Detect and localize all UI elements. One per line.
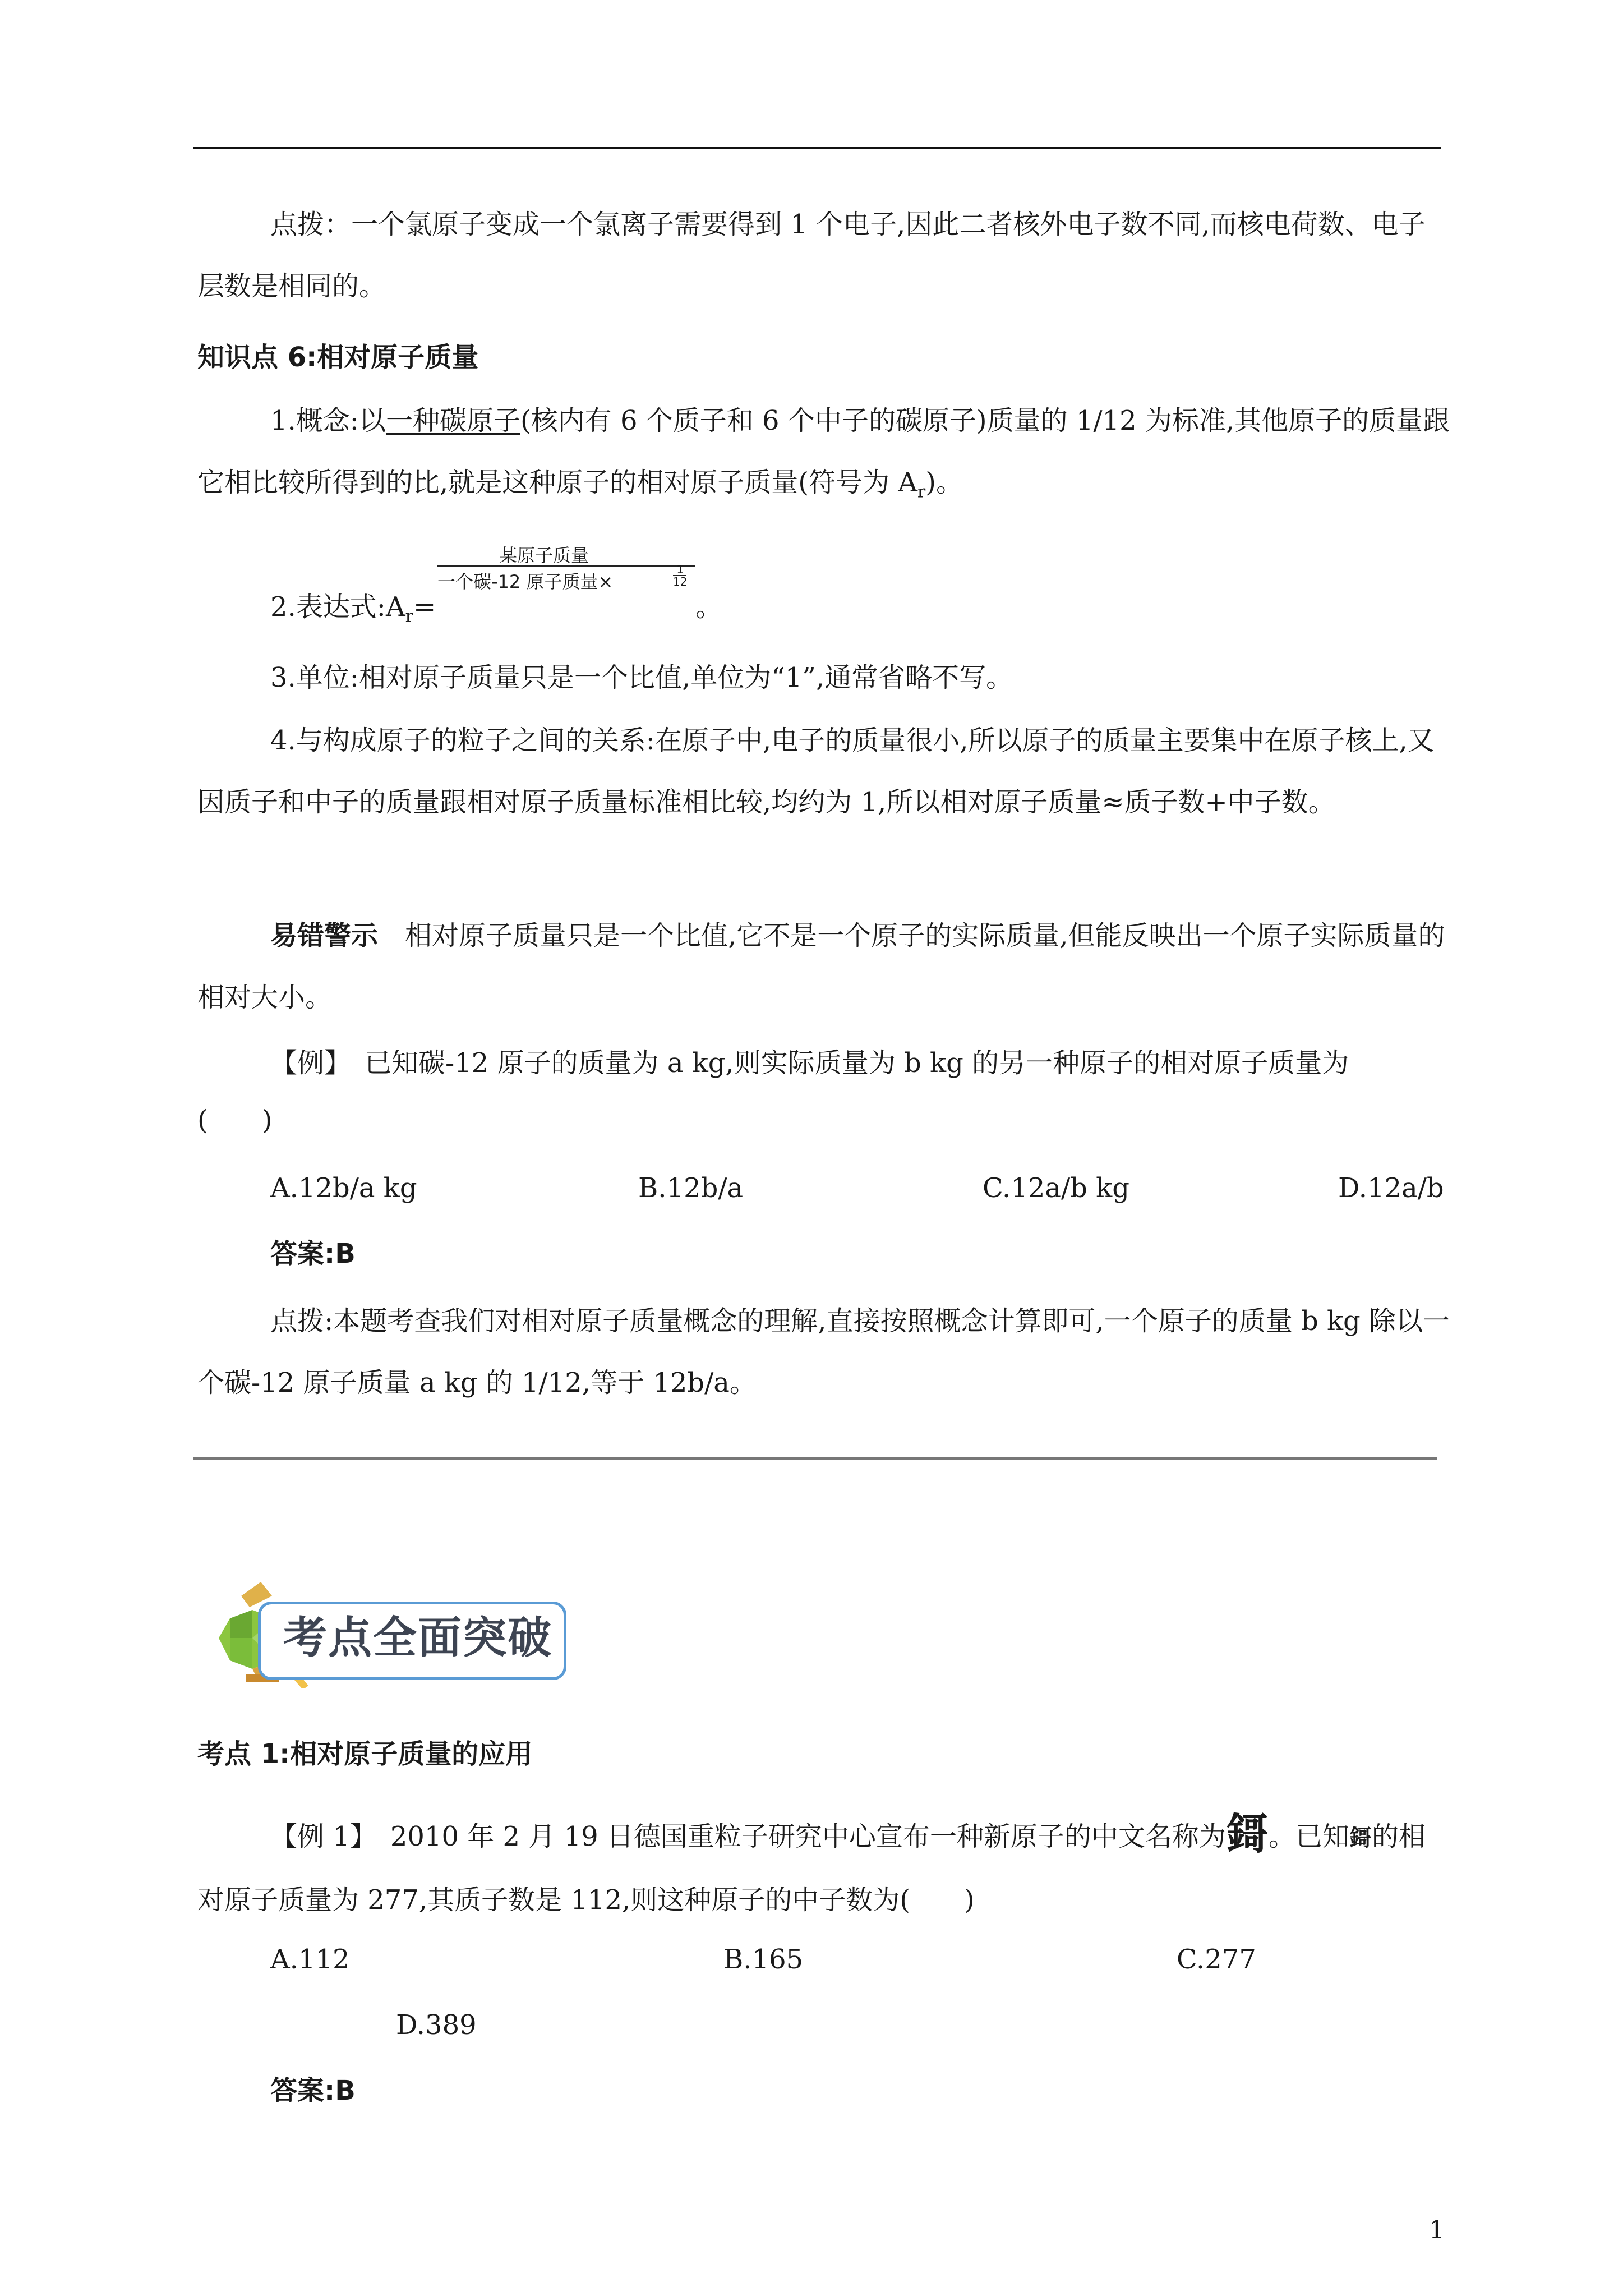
- ex1-option-b: B.165: [723, 1944, 804, 1975]
- formula-line: 2.表达式$:A_r=$: [270, 591, 436, 627]
- banner-title: 考点全面突破: [283, 1613, 553, 1663]
- warning-paragraph: [197, 905, 1451, 1028]
- element-glyph-small: 鎶: [1349, 1825, 1372, 1851]
- tip-paragraph: [197, 194, 1451, 317]
- header-rule: [193, 147, 1441, 149]
- formula-end: 。: [695, 591, 723, 623]
- section-title: 知识点 6:相对原子质量: [197, 342, 479, 373]
- example-tip: 点拨:本题考查我们对相对原子质量概念的理解,直接按照概念计算即可,一个原子的质量 b kg 除以一个碳-12 原子质量 a kg 的 1/12,等于 12b/a。: [197, 1305, 1450, 1398]
- mini-fraction: 1 12: [673, 563, 688, 588]
- underlined-term: 一种碳原子: [385, 405, 520, 436]
- fraction-denominator: 一个碳-12 原子质量×: [437, 571, 614, 592]
- example-stem: 【例】 已知碳-12 原子的质量为 a kg,则实际质量为 b kg 的另一种原子的相对原子质量为: [270, 1047, 1349, 1079]
- ex1-option-a: A.112: [270, 1944, 350, 1975]
- fraction-bar: [437, 565, 695, 567]
- example-answer: 答案:B: [270, 1238, 356, 1269]
- element-glyph-large: 鎶: [1225, 1809, 1269, 1859]
- warning-text: 相对原子质量只是一个比值,它不是一个原子的实际质量,但能反映出一个原子实际质量的相对大小。: [197, 920, 1445, 1013]
- tip-label: 点拨：: [270, 209, 352, 240]
- ex1-option-d: D.389: [396, 2009, 477, 2041]
- page-number: 1: [1429, 2216, 1445, 2244]
- point1-title: 考点 1:相对原子质量的应用: [197, 1738, 533, 1770]
- relation-paragraph: 4.与构成原子的粒子之间的关系:在原子中,电子的质量很小,所以原子的质量主要集中在原子核上,又因质子和中子的质量跟相对原子质量标准相比较,均约为 1,所以相对原子质量≈质子数+中子数。: [197, 725, 1435, 818]
- formula-fraction: [437, 541, 695, 597]
- option-d: D.12a/b: [1338, 1172, 1444, 1204]
- concept-paragraph: 1.概念:以一种碳原子(核内有 6 个质子和 6 个中子的碳原子)质量的 1/12 为标准,其他原子的质量跟它相比较所得到的比,就是这种原子的相对原子质量(符号为 $A_r$)。: [197, 405, 1450, 502]
- tip-text: 一个氯原子变成一个氯离子需要得到 1 个电子,因此二者核外电子数不同,而核电荷数、电子层数是相同的。: [197, 209, 1426, 302]
- section-divider: [193, 1457, 1437, 1460]
- ex1-option-c: C.277: [1177, 1944, 1256, 1975]
- example1-stem: 【例 1】 2010 年 2 月 19 日德国重粒子研究中心宣布一种新原子的中文名称为鎶。已知鎶的相对原子质量为 277,其质子数是 112,则这种原子的中子数为( ): [197, 1809, 1426, 1916]
- example1-answer: 答案:B: [270, 2075, 356, 2106]
- unit-line: 3.单位:相对原子质量只是一个比值,单位为“1”,通常省略不写。: [270, 662, 1013, 693]
- warning-label: 易错警示: [270, 920, 379, 951]
- example1-label: 【例 1】: [270, 1821, 363, 1852]
- fraction-numerator: 某原子质量: [499, 545, 589, 566]
- option-a: A.12b/a kg: [270, 1172, 417, 1204]
- section-banner: [196, 1565, 566, 1688]
- option-b: B.12b/a: [638, 1172, 744, 1204]
- example-label: 【例】: [270, 1047, 338, 1079]
- example-paren: ( ): [197, 1105, 273, 1136]
- option-c: C.12a/b kg: [983, 1172, 1129, 1204]
